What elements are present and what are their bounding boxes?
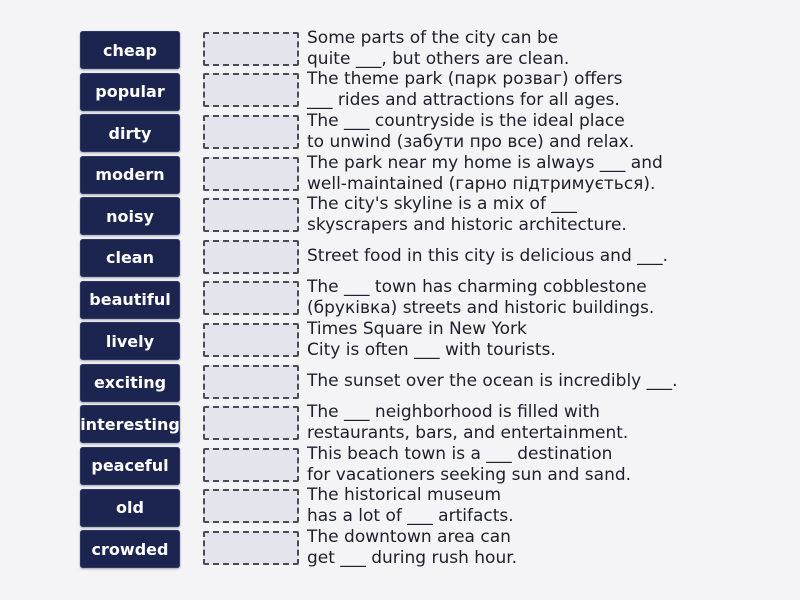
drop-slot[interactable] (203, 281, 299, 315)
drop-slot[interactable] (203, 448, 299, 482)
word-tile-crowded[interactable]: crowded (80, 530, 180, 568)
sentence-row (203, 361, 793, 403)
drop-slot[interactable] (203, 323, 299, 357)
sentence-text: This beach town is a ___ destination for vacationers seeking sun and sand. (307, 443, 632, 485)
sentence-row (203, 111, 793, 153)
word-tile-peaceful[interactable]: peaceful (80, 447, 180, 485)
sentence-row (203, 319, 793, 361)
sentence-row (203, 527, 793, 569)
sentence-text: The ___ town has charming cobblestone (бруківка) streets and historic buildings. (307, 277, 655, 319)
drop-slot[interactable] (203, 198, 299, 232)
word-tile-cheap[interactable]: cheap (80, 31, 180, 69)
sentence-list (203, 28, 793, 569)
sentence-text: The park near my home is always ___ and well-maintained (гарно підтримується). (307, 152, 663, 194)
sentence-text: Times Square in New York City is often ___ with tourists. (307, 318, 556, 360)
word-tile-beautiful[interactable]: beautiful (80, 281, 180, 319)
sentence-row (203, 278, 793, 320)
sentence-row (203, 444, 793, 486)
drop-slot[interactable] (203, 240, 299, 274)
word-tile-old[interactable]: old (80, 489, 180, 527)
word-tile-lively[interactable]: lively (80, 322, 180, 360)
drop-slot[interactable] (203, 73, 299, 107)
sentence-row (203, 236, 793, 278)
sentence-text: The downtown area can get ___ during rush hour. (307, 526, 518, 568)
drop-slot[interactable] (203, 489, 299, 523)
word-tile-noisy[interactable]: noisy (80, 197, 180, 235)
sentence-text: The ___ neighborhood is filled with restaurants, bars, and entertainment. (307, 402, 629, 444)
word-tile-clean[interactable]: clean (80, 239, 180, 277)
sentence-row (203, 194, 793, 236)
sentence-row (203, 153, 793, 195)
sentence-row (203, 28, 793, 70)
sentence-text: The sunset over the ocean is incredibly ___. (307, 371, 678, 392)
sentence-row (203, 402, 793, 444)
sentence-row (203, 70, 793, 112)
drop-slot[interactable] (203, 32, 299, 66)
drop-slot[interactable] (203, 531, 299, 565)
sentence-text: Street food in this city is delicious and ___. (307, 246, 669, 267)
drop-slot[interactable] (203, 406, 299, 440)
sentence-text: The city's skyline is a mix of ___ skyscrapers and historic architecture. (307, 194, 627, 236)
drop-slot[interactable] (203, 157, 299, 191)
word-tile-exciting[interactable]: exciting (80, 364, 180, 402)
word-tile-modern[interactable]: modern (80, 156, 180, 194)
word-bank (80, 31, 180, 572)
sentence-text: Some parts of the city can be quite ___, but others are clean. (307, 27, 570, 69)
drop-slot[interactable] (203, 115, 299, 149)
word-tile-interesting[interactable]: interesting (80, 405, 180, 443)
sentence-text: The historical museum has a lot of ___ artifacts. (307, 485, 514, 527)
word-tile-dirty[interactable]: dirty (80, 114, 180, 152)
drop-slot[interactable] (203, 365, 299, 399)
word-tile-popular[interactable]: popular (80, 73, 180, 111)
sentence-text: The ___ countryside is the ideal place to unwind (забути про все) and relax. (307, 110, 635, 152)
sentence-row (203, 486, 793, 528)
sentence-text: The theme park (парк розваг) offers ___ rides and attractions for all ages. (307, 69, 623, 111)
